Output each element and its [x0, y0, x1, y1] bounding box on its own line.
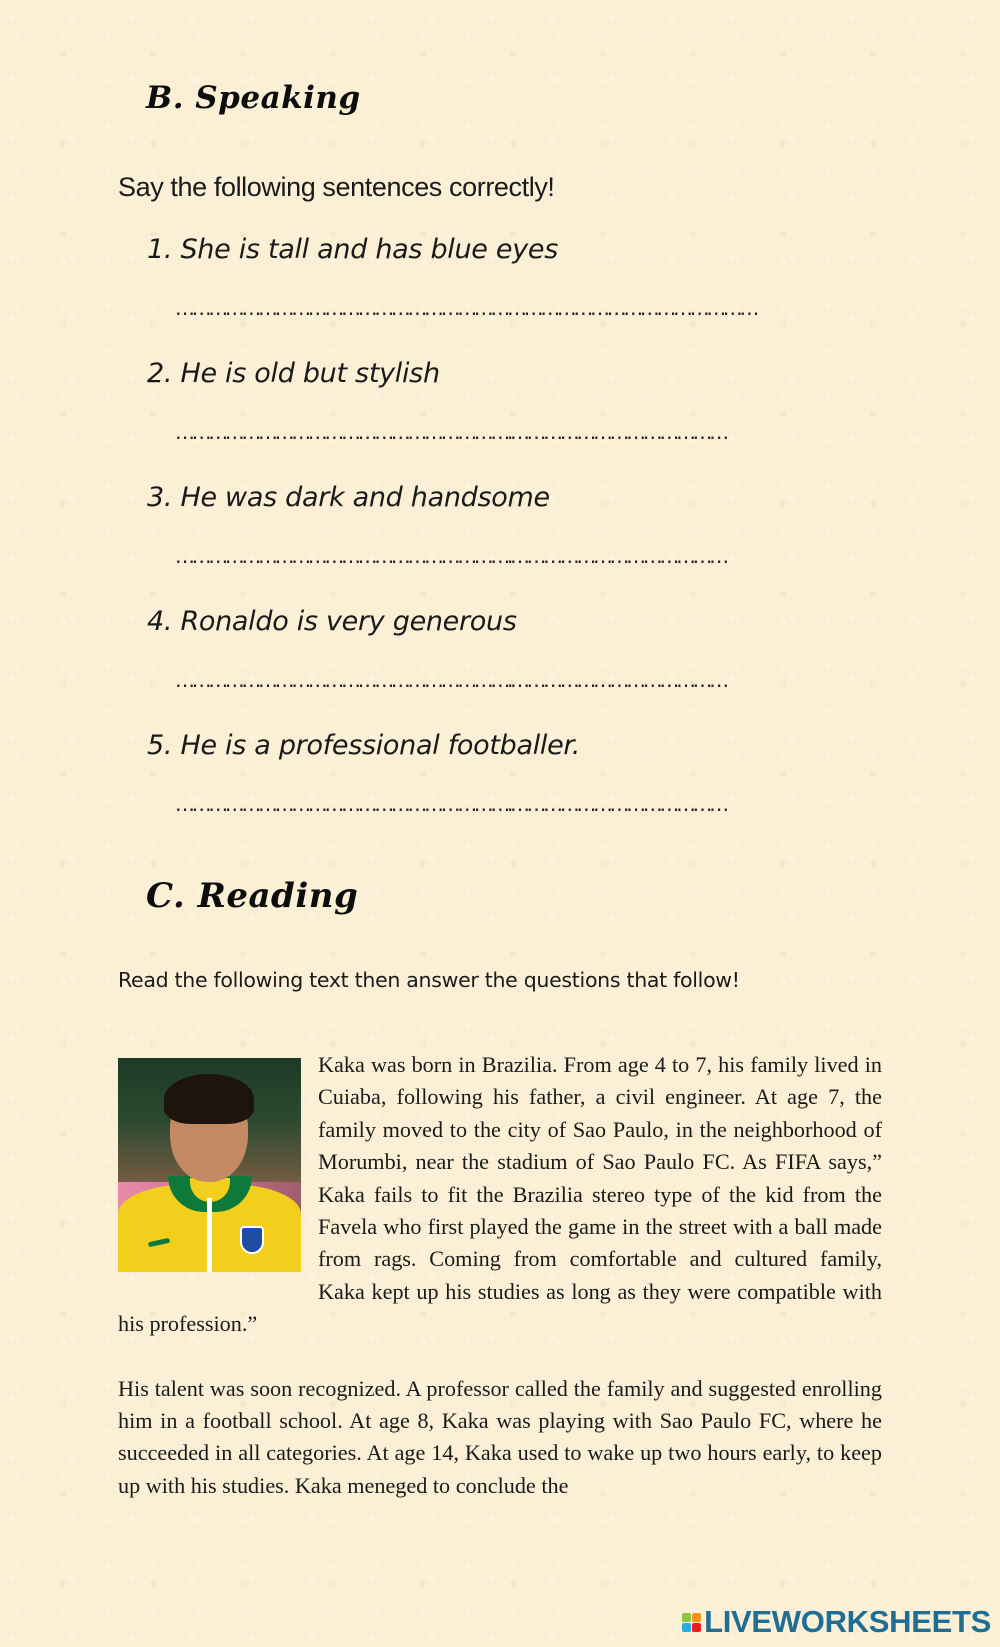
answer-line-4[interactable]: …………………………………………………….………………………………… — [175, 668, 726, 692]
logo-text: LIVEWORKSHEETS — [704, 1604, 991, 1639]
answer-line-1[interactable]: …………………………………………………………………………………………… — [175, 296, 757, 320]
passage-paragraph-1-text: Kaka was born in Brazilia. From age 4 to 7, his family lived in Cuiaba, following his father, a civil engineer. At age 7, the family moved to the city of Sao Paulo, in the neighborhood of Morumbi, near the stadium of Sao Paulo FC. As FIFA says,” Kaka fails to fit the Brazilia stereo type of the kid from the Favela who first played the game in the street with a ball made from rags. Coming from comfortable and cultured family, Kaka kept up his studies as long as they were compatible with his profession.” — [118, 1052, 882, 1337]
answer-line-2[interactable]: …………………………………………………….………………………………… — [175, 420, 726, 444]
reading-instruction: Read the following text then answer the questions that follow! — [118, 968, 740, 992]
liveworksheets-logo-icon — [682, 1613, 701, 1632]
speaking-instruction: Say the following sentences correctly! — [118, 172, 555, 202]
answer-line-3[interactable]: …………………………………………………….………………………………… — [175, 544, 726, 568]
sentence-3: 3. He was dark and handsome — [147, 482, 550, 513]
section-heading-speaking: B. Speaking — [146, 80, 361, 116]
answer-line-5[interactable]: …………………………………………………….………………………………… — [175, 792, 726, 816]
sentence-2: 2. He is old but stylish — [147, 358, 440, 389]
passage-paragraph-2: His talent was soon recognized. A professor called the family and suggested enrolling him in a football school. At age 8, Kaka was playing with Sao Paulo FC, where he succeeded in all categories. At age 14, Kaka used to wake up two hours early, to keep up with his studies. Kaka meneged to conclude the — [118, 1375, 882, 1498]
footballer-photo — [118, 1058, 301, 1272]
sentence-4: 4. Ronaldo is very generous — [147, 606, 517, 637]
sentence-1: 1. She is tall and has blue eyes — [147, 234, 558, 265]
passage-paragraph-1 — [118, 1049, 882, 1341]
sentence-5: 5. He is a professional footballer. — [147, 730, 581, 761]
reading-passage — [118, 1049, 882, 1502]
liveworksheets-logo[interactable] — [682, 1604, 991, 1640]
section-heading-reading: C. Reading — [146, 876, 359, 916]
